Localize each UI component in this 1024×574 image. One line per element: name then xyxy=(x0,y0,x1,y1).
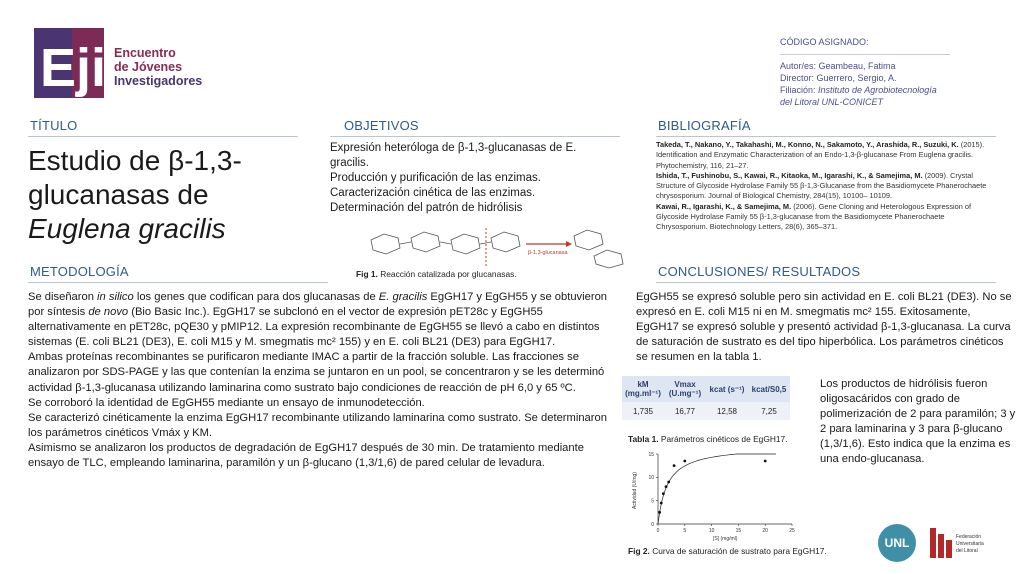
chart-ylabel: Actividad (U/mg) xyxy=(632,472,638,509)
heading-objetivos: OBJETIVOS xyxy=(344,118,419,133)
chart-x-tick-label: 15 xyxy=(735,528,742,534)
kinetic-table xyxy=(622,376,790,420)
chart-y-tick-label: 15 xyxy=(648,451,654,458)
reaction-scheme xyxy=(356,222,626,270)
chart-point xyxy=(660,502,663,505)
objetivo-item: Producción y purificación de las enzimas. xyxy=(330,172,541,184)
codigo-label: CÓDIGO ASIGNADO: xyxy=(780,37,869,47)
tabla1-caption: Tabla 1. Parámetros cinéticos de EgGH17. xyxy=(628,434,788,444)
metodologia-paragraph: Ambas proteínas recombinantes se purificaron mediante IMAC a partir de la fracción soluble. Las fracciones se analizaron por SDS-PAGE y las que contenían la enzima se juntaron en un pool, se concentraron y se les determinó actividad β-1,3-glucanasa utilizando laminarina como sustrato bajo condiciones de reacción de pH 6,0 y 65 ºC. xyxy=(28,351,605,394)
chart-y-tick-label: 5 xyxy=(651,498,654,505)
poster-title: Estudio de β-1,3- glucanasas de Euglena gracilis xyxy=(28,145,242,244)
autor-line: Autor/es: Geambeau, Fatima xyxy=(780,61,896,71)
chart-x-tick-label: 20 xyxy=(762,528,768,534)
divider xyxy=(28,136,298,137)
heading-titulo: TÍTULO xyxy=(30,118,78,133)
chart-point xyxy=(662,492,665,495)
divider xyxy=(28,282,328,283)
table-header: kcat/S0,5 xyxy=(748,376,790,402)
chart-point xyxy=(683,460,686,463)
objetivo-item: Caracterización cinética de las enzimas. xyxy=(330,187,536,199)
heading-metodologia: METODOLOGÍA xyxy=(30,264,129,279)
metodologia-paragraph: Se caracterizó cinéticamente la enzima EgGH17 recombinante utilizando laminarina como sustrato. Se determinaron los parámetros cinéticos Vmáx y KM. xyxy=(28,411,607,439)
table-cell: 16,77 xyxy=(664,402,706,420)
table-cell: 7,25 xyxy=(748,402,790,420)
director-line: Director: Guerrero, Sergio, A. xyxy=(780,73,897,83)
objetivo-item: Expresión heteróloga de β-1,3-glucanasas de E. gracilis. xyxy=(330,142,577,169)
chart-point xyxy=(665,485,668,488)
metodologia-paragraph: Se corroboró la identidad de EgGH55 mediante un ensayo de inmunodetección. xyxy=(28,396,425,409)
conclusiones-paragraph-1: EgGH55 se expresó soluble pero sin actividad en E. coli BL21 (DE3). No se expresó en E. coli M15 ni en M. smegmatis mc² 155. Exitosamente, EgGH17 se expresó soluble y presentó actividad β-1,3-glucanasa. La curva de saturación de sustrato es del tipo hiperbólica. Los parámetros cinéticos se resumen en la tabla 1. xyxy=(636,291,1012,364)
chart-xlabel: [S] (mg/ml) xyxy=(713,536,738,542)
chart-y-tick-label: 0 xyxy=(651,521,654,528)
table-header: kcat (s⁻¹) xyxy=(706,376,748,402)
enzyme-label: β-1,3-glucanasa xyxy=(528,250,568,256)
unl-logo: UNL xyxy=(878,524,916,562)
reference-item: Ishida, T., Fushinobu, S., Kawai, R., Kitaoka, M., Igarashi, K., & Samejima, M. (2009). Crystal Structure of Glycoside Hydrolase Family 55 β-1,3-Glucanase from the Basidiomycete Phanerochaete chrysosporium. Journal of Biological Chemistry, 284(15), 10100– 10109. xyxy=(656,170,987,201)
filiacion-line: Filiación: Instituto de Agrobiotecnología del Litoral UNL-CONICET xyxy=(780,85,937,107)
codigo-asignado-box xyxy=(780,36,950,108)
table-cell: 1,735 xyxy=(622,402,664,420)
federacion-logo xyxy=(928,524,998,562)
conclusiones-paragraph-2: Los productos de hidrólisis fueron oligosacáridos con grado de polimerización de 2 para paramilón; 3 y 2 para laminarina y 3 para β-glucano (1,3/1,6). Esto indica que la enzima es una endo-glucanasa. xyxy=(820,378,1016,466)
eji-logo xyxy=(34,28,106,98)
chart-point xyxy=(667,481,670,484)
divider xyxy=(656,136,996,137)
reference-item: Takeda, T., Nakano, Y., Takahashi, M., Konno, N., Sakamoto, Y., Arashida, R., Suzuki, K. (2015). Identification and Enzymatic Characterization of an Endo-1,3-β-glucanase From Euglena gracilis. Phytochemistry, 116, 21–27. xyxy=(656,140,985,170)
chart-x-tick-label: 5 xyxy=(683,528,687,534)
metodologia-paragraph: Se diseñaron in silico los genes que codifican para dos glucanasas de E. gracilis EgGH17 y EgGH55 y se obtuvieron por síntesis de novo (Bio Basic Inc.). EgGH17 se subclonó en el vector de expresión pET28c y EgGH55 alternativamente en pET28c, pQE30 y pMIP12. La expresión recombinante de EgGH55 se llevó a cabo en distintos sistemas (E. coli BL21 (DE3), E. coli M15 y M. smegmatis mc² 155) y en E. coli BL21 (DE3) para EgGH17. xyxy=(28,291,608,349)
heading-bibliografia: BIBLIOGRAFÍA xyxy=(658,118,751,133)
chart-x-tick-label: 10 xyxy=(708,528,715,534)
svg-text:Universitaria: Universitaria xyxy=(956,541,984,547)
chart-fit-curve xyxy=(658,454,776,524)
metodologia-paragraph: Asimismo se analizaron los productos de degradación de EgGH17 después de 30 min. De tratamiento mediante ensayo de TLC, empleando laminarina, paramilón y un β-glucano (1,3/1,6) de pared celular de levadura. xyxy=(28,441,584,470)
logo-wordmark: Encuentro de Jóvenes Investigadores xyxy=(114,46,203,88)
chart-x-tick-label: 0 xyxy=(656,528,660,534)
objetivos-list xyxy=(330,141,600,216)
reference-item: Kawai, R., Igarashi, K., & Samejima, M. (2006). Gene Cloning and Heterologous Expression of Glycoside Hydrolase Family 55 β-1,3-glucanase from the Basidiomycete Phanerochaete Chrysosporium. Biotechnology Letters, 28(6), 365–371. xyxy=(656,201,972,232)
bibliografia-list xyxy=(656,140,996,233)
svg-text:Federación: Federación xyxy=(956,534,982,540)
fig1-caption: Fig 1. Reacción catalizada por glucanasas. xyxy=(356,269,517,279)
objetivo-item: Determinación del patrón de hidrólisis xyxy=(330,202,523,214)
table-cell: 12,58 xyxy=(706,402,748,420)
logo-mark: Eji xyxy=(40,38,106,98)
svg-text:del Litoral: del Litoral xyxy=(956,548,978,554)
chart-x-tick-label: 25 xyxy=(789,528,795,534)
chart-point xyxy=(658,511,661,514)
chart-point xyxy=(764,460,767,463)
chart-y-tick-label: 10 xyxy=(648,475,654,482)
chart-point xyxy=(673,464,676,467)
saturation-chart xyxy=(624,448,804,542)
fig2-caption: Fig 2. Curva de saturación de sustrato para EgGH17. xyxy=(628,546,827,556)
divider xyxy=(330,136,620,137)
table-header: kM (mg.ml⁻¹) xyxy=(622,376,664,402)
heading-conclusiones: CONCLUSIONES/ RESULTADOS xyxy=(658,264,861,279)
table-header: Vmax (U.mg⁻¹) xyxy=(664,376,706,402)
metodologia-text xyxy=(28,290,618,471)
divider xyxy=(656,282,996,283)
